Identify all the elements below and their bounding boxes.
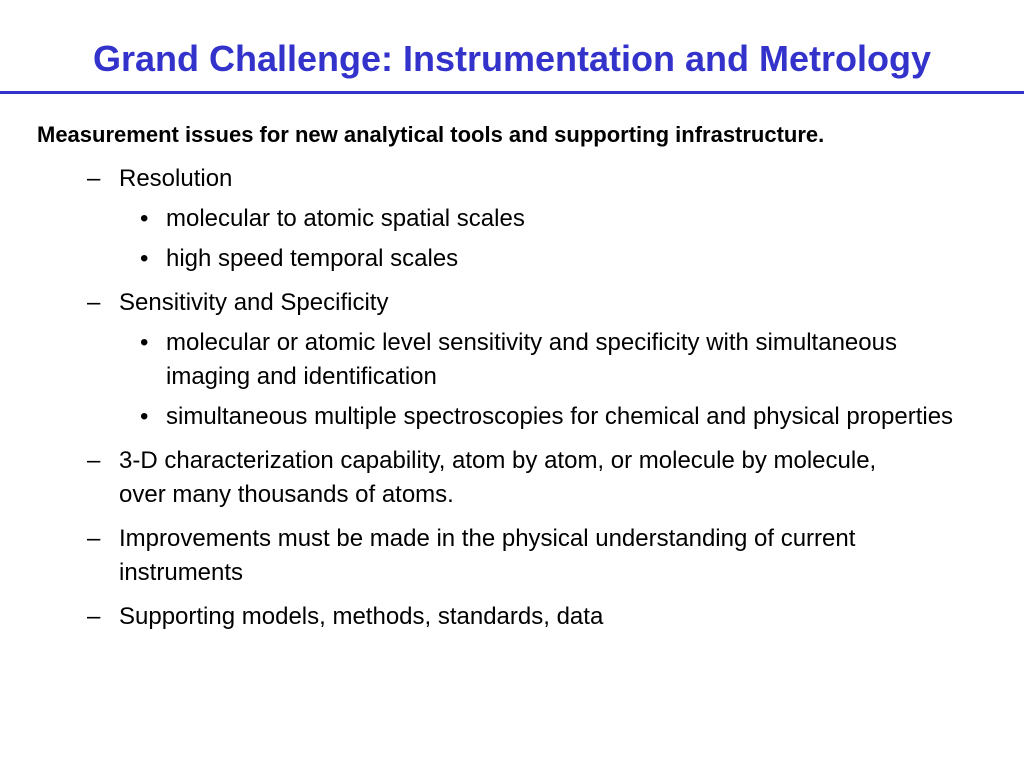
section-heading: Measurement issues for new analytical tools and supporting infrastructure. [37,122,825,147]
list-item-improvements [87,522,919,590]
dash-marker: – [87,603,101,630]
bullet-marker: • [140,205,149,232]
list-item-resolution [87,162,919,196]
slide-body [0,122,1024,634]
list-item-supporting-models [87,600,919,634]
list-item-text: molecular or atomic level sensitivity and specificity with simultaneous imaging and identification [166,329,897,390]
list-item-sensitivity [87,286,919,320]
dash-marker: – [87,165,101,192]
list-item-spectroscopies [140,400,976,434]
list-item-text: molecular to atomic spatial scales [166,205,525,232]
list-item-3d-characterization [87,444,919,512]
list-item-temporal-scales [140,242,976,276]
slide-title: Grand Challenge: Instrumentation and Metrology [92,38,932,79]
list-item-text: Sensitivity and Specificity [119,289,389,316]
list-item-text: 3-D characterization capability, atom by atom, or molecule by molecule, over many thousands of atoms. [119,447,877,508]
dash-marker: – [87,289,101,316]
bullet-marker: • [140,329,149,356]
list-item-text: Improvements must be made in the physical understanding of current instruments [119,525,856,586]
bullet-marker: • [140,245,149,272]
list-item-text: high speed temporal scales [166,245,459,272]
list-item-text: Resolution [119,165,233,192]
list-item-atomic-sensitivity [140,326,976,394]
list-item-spatial-scales [140,202,976,236]
title-underline [0,91,1024,94]
dash-marker: – [87,525,101,552]
bullet-marker: • [140,403,149,430]
list-item-text: Supporting models, methods, standards, data [119,603,604,630]
list-item-text: simultaneous multiple spectroscopies for chemical and physical properties [166,403,954,430]
dash-marker: – [87,447,101,474]
